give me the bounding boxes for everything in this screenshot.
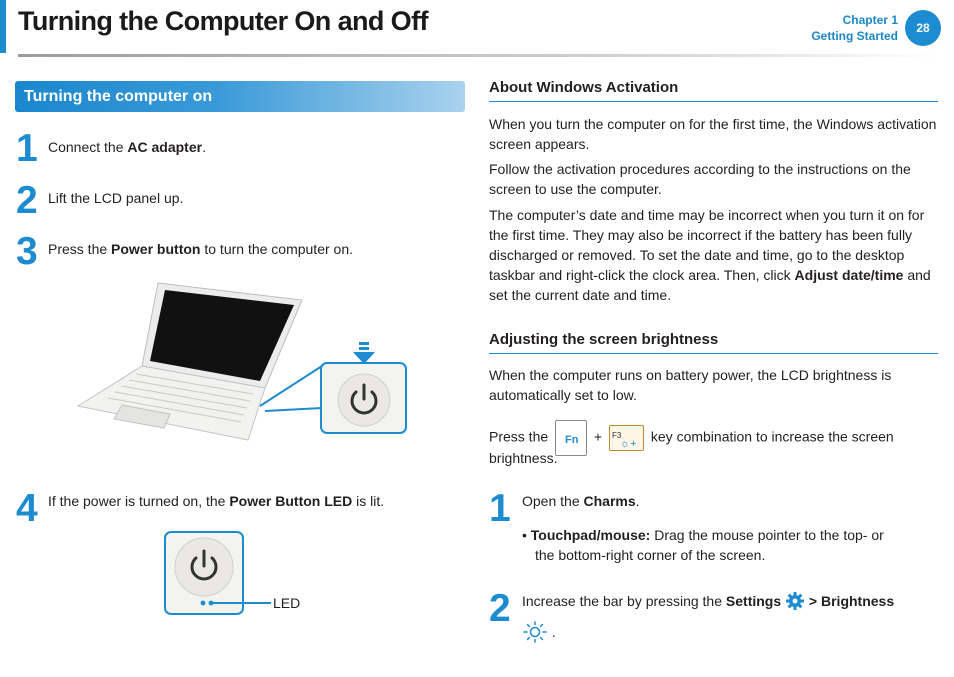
step-number: 1 (489, 487, 511, 530)
step-text: If the power is turned on, the Power Button LED is lit. (48, 493, 385, 509)
power-button-zoom (319, 340, 409, 436)
bullet-item-cont: the bottom-right corner of the screen. (535, 547, 766, 563)
chapter-name: Getting Started (811, 29, 898, 43)
fn-key-icon: Fn (555, 420, 587, 456)
header-accent-bar (0, 0, 6, 53)
step-text-cont: . (522, 621, 556, 643)
bullet-item: • Touchpad/mouse: Drag the mouse pointer to the top- or (522, 527, 884, 543)
brightness-para-1: When the computer runs on battery power, the LCD brightness is automatically set to low. (489, 367, 892, 403)
page-number-badge: 28 (905, 10, 941, 46)
brightness-heading: Adjusting the screen brightness (489, 331, 719, 348)
activation-para-2: Follow the activation procedures according to the instructions on the screen to use the computer. (489, 161, 911, 197)
led-label: LED (273, 595, 301, 611)
section-title: Turning the computer on (24, 88, 213, 105)
brightness-key-instruction-cont: brightness. (489, 450, 558, 466)
step-number: 4 (16, 487, 38, 530)
step-text: Lift the LCD panel up. (48, 190, 184, 206)
brightness-sun-icon (522, 621, 548, 643)
heading-rule (489, 101, 938, 102)
step-text: Press the Power button to turn the computer on. (48, 241, 353, 257)
step-number: 1 (16, 127, 38, 170)
step-text: Open the Charms. (522, 493, 640, 509)
step-number: 2 (16, 179, 38, 222)
f3-brightness-key-icon: F3 ☼+ (609, 425, 644, 451)
activation-para-3: The computer’s date and time may be incorrect when you turn it on for the first time. They may also be incorrect if the battery has been fully discharged or removed. To set the date and time, go to the desktop taskbar and right-click the clock area. Then, click Adjust date/time and set the current date and time. (489, 207, 931, 303)
activation-para-1: When you turn the computer on for the first time, the Windows activation screen appears. (489, 116, 937, 152)
activation-heading: About Windows Activation (489, 79, 679, 96)
section-header (15, 81, 465, 112)
step-number: 3 (16, 230, 38, 273)
step-text: Connect the AC adapter. (48, 139, 206, 155)
step-number: 2 (489, 587, 511, 630)
page-title: Turning the Computer On and Off (18, 6, 428, 36)
power-led-illustration (163, 530, 278, 618)
chapter-label (811, 12, 898, 44)
chapter-number: Chapter 1 (842, 13, 898, 27)
brightness-key-instruction: Press the Fn + F3 ☼+ key combination to increase the screen (489, 420, 894, 456)
settings-gear-icon (785, 591, 805, 611)
step-text: Increase the bar by pressing the Settings > Brightness (522, 593, 895, 609)
heading-rule (489, 353, 938, 354)
header-divider (18, 54, 941, 57)
